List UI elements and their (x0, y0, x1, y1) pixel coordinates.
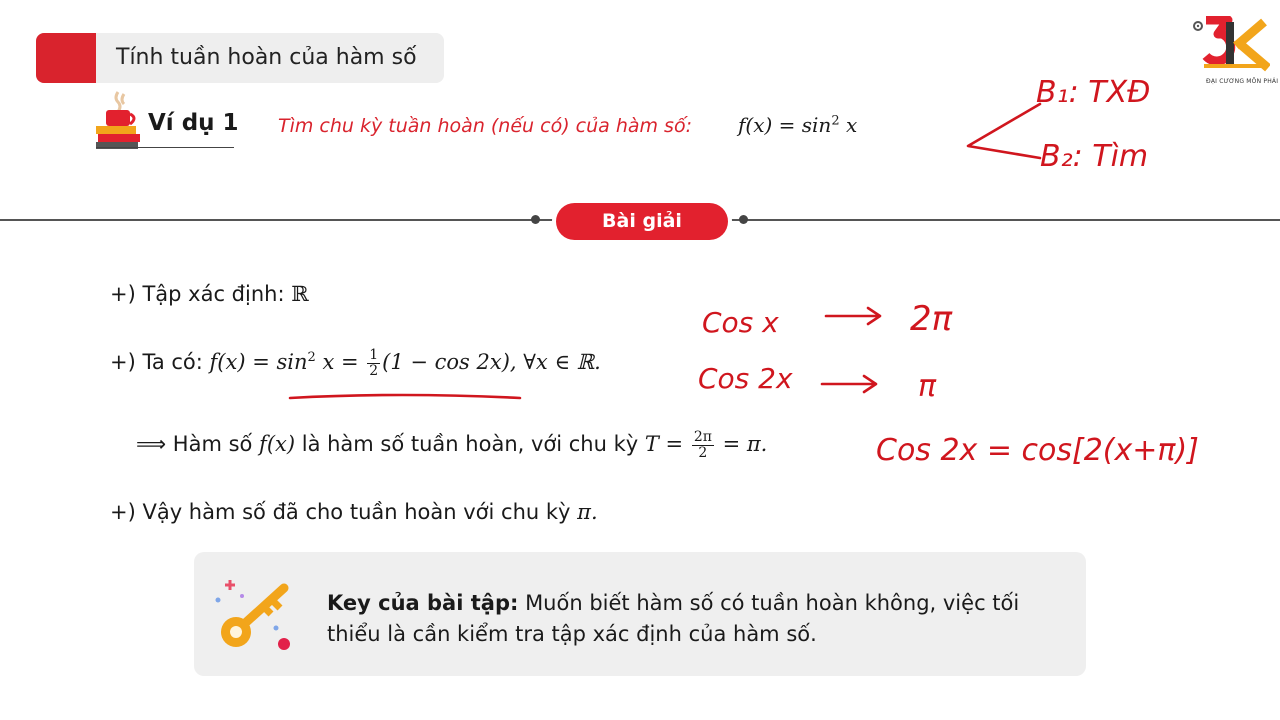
domain-math: ℝ (291, 282, 309, 306)
period-frac-den: 2 (698, 445, 708, 461)
rewrite-math-b: x = (315, 350, 366, 374)
title-accent-block (36, 33, 96, 83)
solution-line-domain (110, 282, 309, 306)
conclusion-text: +) Vậy hàm số đã cho tuần hoàn với chu kỳ (110, 500, 578, 524)
hw-cos2x: Cos 2x (698, 362, 793, 395)
divider-dot-left (531, 215, 540, 224)
hw-pi: π (918, 369, 937, 404)
example-formula (738, 113, 857, 137)
period-frac-num: 2π (693, 429, 712, 445)
solution-badge: Bài giải (556, 203, 728, 240)
rewrite-fraction (367, 348, 380, 379)
period-text-a: Hàm số (166, 432, 260, 456)
hw-step-1: B₁: TXĐ (1036, 75, 1151, 110)
solution-line-rewrite (110, 348, 601, 379)
hw-arrow-2 (822, 376, 876, 392)
hw-cosx: Cos x (702, 306, 779, 339)
hw-bracket (968, 104, 1040, 158)
hw-step-2: B₂: Tìm (1040, 139, 1149, 174)
rewrite-math-a: f(x) = sin (209, 350, 308, 374)
rewrite-prefix: +) Ta có: (110, 350, 210, 374)
lesson-title: Tính tuần hoàn của hàm số (116, 45, 417, 70)
hw-two-pi: 2π (910, 299, 953, 339)
period-math-c: = π. (715, 432, 768, 456)
period-fraction (692, 430, 714, 461)
hw-underline (290, 395, 520, 398)
key-icon (212, 574, 296, 654)
key-label: Key của bài tập: (327, 591, 519, 615)
books-icon (94, 90, 142, 150)
solution-line-conclusion (110, 500, 598, 524)
domain-text: +) Tập xác định: (110, 282, 292, 306)
key-text (327, 588, 1067, 650)
rewrite-exponent: 2 (307, 350, 316, 365)
lesson-title-bar (36, 33, 444, 83)
formula-rhs: x (839, 113, 858, 137)
hw-arrow-1 (826, 308, 880, 324)
period-math-b: T = (644, 432, 690, 456)
example-prompt: Tìm chu kỳ tuần hoàn (nếu có) của hàm số: (278, 115, 692, 137)
rewrite-frac-num: 1 (369, 347, 379, 363)
divider-dot-right (739, 215, 748, 224)
example-label: Ví dụ 1 (148, 110, 239, 136)
key-body: Muốn biết hàm số có tuần hoàn không, việc tối thiểu là cần kiểm tra tập xác định của hàm số. (327, 591, 1020, 646)
solution-line-period (136, 430, 767, 461)
rewrite-frac-den: 2 (369, 363, 379, 379)
logo-caption: ĐẠI CƯƠNG MÔN PHÁI (1206, 78, 1279, 85)
implies-arrow: ⟹ (136, 432, 167, 456)
period-math-a: f(x) (259, 432, 296, 456)
period-text-b: là hàm số tuần hoàn, với chu kỳ (295, 432, 645, 456)
formula-lhs: f(x) = sin (738, 113, 832, 137)
rewrite-math-c: (1 − cos 2x), ∀x ∈ ℝ. (382, 350, 601, 374)
formula-exponent: 2 (831, 113, 840, 129)
example-underline (96, 147, 234, 148)
hw-identity: Cos 2x = cos[2(x+π)] (876, 433, 1199, 468)
conclusion-math: π. (577, 500, 598, 524)
